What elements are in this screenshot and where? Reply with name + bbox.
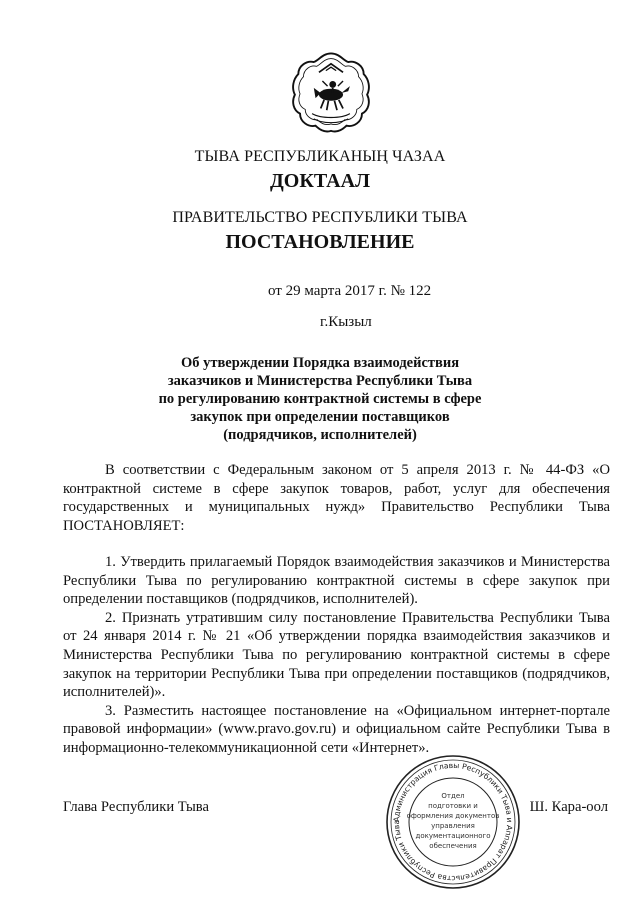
item-paragraph-3: 3. Разместить настоящее постановление на «Официальном интернет-портале правовой информации» (www.pravo.gov.ru) и официальном сайте Республики Тыва в информационно-телекоммуникационной сети «Интернет». (63, 702, 610, 756)
title-line: Об утверждении Порядка взаимодействия (180, 355, 460, 371)
stamp-center-line: документационного (415, 832, 491, 840)
title-line: по регулированию контрактной системы в сфере (158, 391, 482, 407)
document-preamble-block (63, 461, 610, 535)
document-title (0, 354, 640, 444)
title-line: (подрядчиков, исполнителей) (223, 427, 417, 443)
signatory-position: Глава Республики Тыва (63, 799, 209, 815)
title-line: заказчиков и Министерства Республики Тыва (167, 373, 473, 389)
russian-document-type: ПОСТАНОВЛЕНИЕ (225, 231, 415, 253)
stamp-center-line: Отдел (441, 792, 465, 800)
document-items-block (63, 553, 610, 758)
signatory-name: Ш. Кара-оол (529, 799, 608, 815)
document-city: г.Кызыл (320, 314, 372, 330)
preamble-paragraph: В соответствии с Федеральным законом от 5 апреля 2013 г. № 44-ФЗ «О контрактной системе в сфере закупок товаров, работ, услуг для обеспечения государственных и муниципальных нужд» Правительство Республики Тыва ПОСТАНОВЛЯЕТ: (63, 462, 610, 534)
document-date-number: от 29 марта 2017 г. № 122 (268, 283, 432, 299)
stamp-center-line: управления (431, 822, 475, 830)
russian-government-heading: ПРАВИТЕЛЬСТВО РЕСПУБЛИКИ ТЫВА (172, 209, 468, 226)
title-line: закупок при определении поставщиков (190, 409, 450, 425)
official-stamp-icon (383, 752, 523, 892)
item-paragraph-1: 1. Утвердить прилагаемый Порядок взаимодействия заказчиков и Министерства Республики Тыва по регулированию контрактной системы в сфере закупок при определении поставщиков (подрядчиков, исполнителей). (63, 554, 610, 608)
stamp-center-line: подготовки и (428, 802, 478, 810)
stamp-ring-text: Администрация Главы Республики Тыва и Аппарат Правительства Республики Тыва (391, 760, 515, 884)
stamp-center-line: обеспечения (429, 842, 477, 850)
tuva-emblem-icon (288, 50, 374, 136)
item-paragraph-2: 2. Признать утратившим силу постановление Правительства Республики Тыва от 24 января 2014 г. № 21 «Об утверждении порядка взаимодействия заказчиков и Министерства Республики Тыва по регулированию контрактной системы в сфере закупок на территории Республики Тыва при определении поставщиков (подрядчиков, исполнителей)». (63, 609, 610, 701)
tuvan-government-heading: ТЫВА РЕСПУБЛИКАНЫҢ ЧАЗАА (194, 148, 446, 165)
stamp-center-line: оформления документов (406, 812, 500, 820)
tuvan-document-type: ДОКТААЛ (270, 170, 370, 192)
